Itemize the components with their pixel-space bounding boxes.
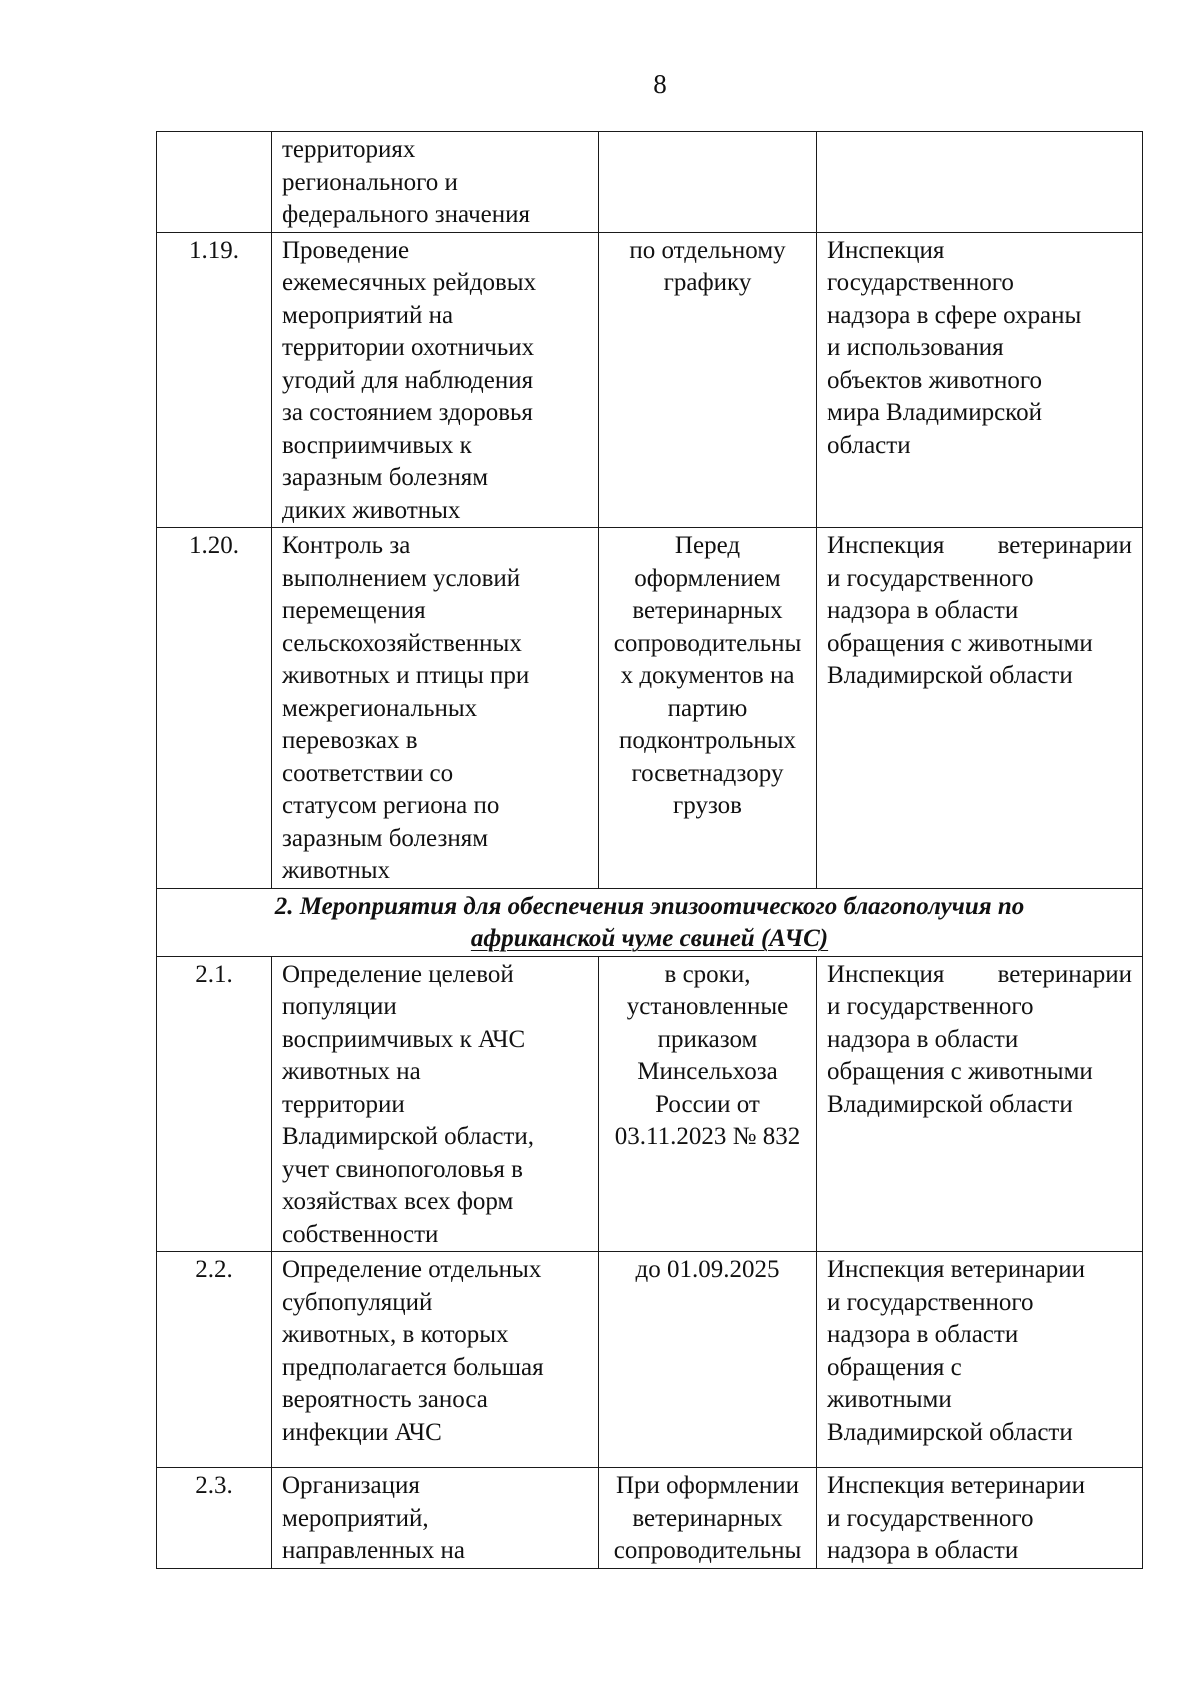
action-cell [272,232,599,528]
responsible-line: надзора в области [827,1537,1019,1564]
term-line: графику [663,269,752,296]
action-line: выполнением условий [282,564,521,592]
action-line: вероятность заноса [282,1386,488,1413]
responsible-line: Инспекция ветеринарии [827,1472,1086,1499]
action-line: Организация [282,1472,420,1499]
responsible-cell [817,1252,1143,1468]
term-line: до 01.09.2025 [635,1256,780,1283]
term-line: в сроки, [664,960,751,988]
term-line: оформлением [634,564,781,592]
term-cell [599,956,817,1252]
action-cell [272,132,599,233]
term-line: по отдельному [629,236,786,264]
row-number: 1.19. [157,232,272,528]
action-line: субпопуляций [282,1288,433,1316]
row-number: 1.20. [157,528,272,889]
responsible-line: Владимирской области [827,662,1073,689]
responsible-line: и государственного [827,993,1034,1020]
responsible-cell [817,1468,1143,1569]
action-line: Определение отдельных [282,1256,542,1283]
table-row [157,1468,1143,1569]
responsible-line: обращения с [827,1353,962,1381]
responsible-cell [817,132,1143,233]
action-line: инфекции АЧС [282,1418,442,1446]
action-line: учет свинопоголовья в [282,1155,523,1183]
responsible-word: ветеринарии [997,960,1132,988]
action-line: направленных на [282,1537,465,1564]
term-cell [599,232,817,528]
action-line: животных на [282,1058,421,1085]
table-row [157,1252,1143,1468]
responsible-word: ветеринарии [997,532,1132,559]
term-cell [599,528,817,889]
responsible-line: объектов животного [827,366,1042,394]
responsible-line [827,959,1132,992]
table-row [157,956,1143,1252]
responsible-cell [817,528,1143,889]
responsible-line: и использования [827,334,1004,361]
responsible-line: надзора в области [827,1025,1019,1053]
responsible-line: Владимирской области [827,1418,1073,1446]
responsible-line: Инспекция [827,236,945,264]
action-line: предполагается большая [282,1353,544,1381]
table-row [157,232,1143,528]
row-number [157,132,272,233]
action-cell [272,528,599,889]
term-line: ветеринарных [632,1504,783,1532]
term-line: Перед [674,532,741,559]
action-line: заразным болезням [282,464,489,491]
action-line: угодий для наблюдения [282,366,534,394]
action-line: животных, в которых [282,1321,509,1348]
term-line: 03.11.2023 № 832 [614,1123,801,1150]
action-line: животных и птицы при [282,662,530,689]
action-cell [272,1468,599,1569]
action-line: ежемесячных рейдовых [282,269,537,296]
action-line: восприимчивых к [282,431,472,459]
action-line: статусом региона по [282,792,500,819]
action-line: территории охотничьих [282,334,535,361]
responsible-line: государственного [827,269,1014,296]
action-cell [272,956,599,1252]
action-line: животных [282,857,391,884]
action-line: перевозках в [282,727,418,754]
term-line: приказом [657,1025,758,1053]
action-line: мероприятий на [282,301,454,329]
responsible-line: Владимирской области [827,1090,1073,1118]
row-number: 2.2. [157,1252,272,1468]
term-line: госветнадзору [631,759,784,787]
section-heading-row [157,888,1143,956]
term-line: подконтрольных [618,727,797,754]
action-line: за состоянием здоровья [282,399,533,426]
action-line: Контроль за [282,532,411,559]
action-line: сельскохозяйственных [282,629,522,657]
responsible-line: и государственного [827,1288,1034,1316]
responsible-line: и государственного [827,1504,1034,1532]
term-line: сопроводительны [613,1537,802,1564]
term-line: России от [655,1090,760,1118]
responsible-word: Инспекция [827,532,945,559]
table-row [157,528,1143,889]
row-number: 2.1. [157,956,272,1252]
action-line: территории [282,1090,405,1118]
action-cell [272,1252,599,1468]
term-line: сопроводительны [613,629,802,657]
action-line: соответствии со [282,759,454,787]
responsible-word: Инспекция [827,960,945,988]
section-heading-line: африканской чуме свиней (АЧС) [470,925,829,952]
term-line: Минсельхоза [637,1058,778,1085]
responsible-line: области [827,431,911,459]
responsible-line: мира Владимирской [827,399,1042,426]
action-line: перемещения [282,597,426,624]
term-cell [599,1252,817,1468]
term-cell [599,1468,817,1569]
responsible-line: надзора в области [827,1321,1019,1348]
term-line: При оформлении [615,1472,800,1499]
action-line: собственности [282,1220,439,1248]
term-line: партию [667,694,748,722]
table-row [157,132,1143,233]
action-line: диких животных [282,496,461,524]
term-line: грузов [673,792,742,819]
responsible-line: и государственного [827,564,1034,592]
section-heading [157,888,1143,956]
responsible-line: Инспекция ветеринарии [827,1256,1086,1283]
term-line: ветеринарных [632,597,783,624]
action-line: мероприятий, [282,1504,429,1532]
responsible-line: надзора в области [827,597,1019,624]
term-cell [599,132,817,233]
action-line: федерального значения [282,201,531,228]
page-number: 8 [653,69,667,99]
action-line: хозяйствах всех форм [282,1188,514,1215]
action-line: регионального и [282,168,458,196]
plan-table [156,131,1143,1569]
responsible-line: обращения с животными [827,629,1093,657]
action-line: Владимирской области, [282,1123,534,1150]
action-line: восприимчивых к АЧС [282,1025,526,1053]
action-line: межрегиональных [282,694,478,722]
section-heading-line: 2. Мероприятия для обеспечения эпизоотического благополучия по [274,892,1025,920]
responsible-line: обращения с животными [827,1058,1093,1085]
action-line: Проведение [282,236,410,264]
responsible-line [827,530,1132,563]
term-line: установленные [626,993,789,1020]
row-number: 2.3. [157,1468,272,1569]
action-line: Определение целевой [282,960,514,988]
responsible-line: надзора в сфере охраны [827,301,1082,329]
term-line: х документов на [620,662,795,689]
action-line: заразным болезням [282,824,489,852]
action-line: территориях [282,136,416,163]
responsible-line: животными [827,1386,952,1413]
responsible-cell [817,232,1143,528]
action-line: популяции [282,993,397,1020]
responsible-cell [817,956,1143,1252]
